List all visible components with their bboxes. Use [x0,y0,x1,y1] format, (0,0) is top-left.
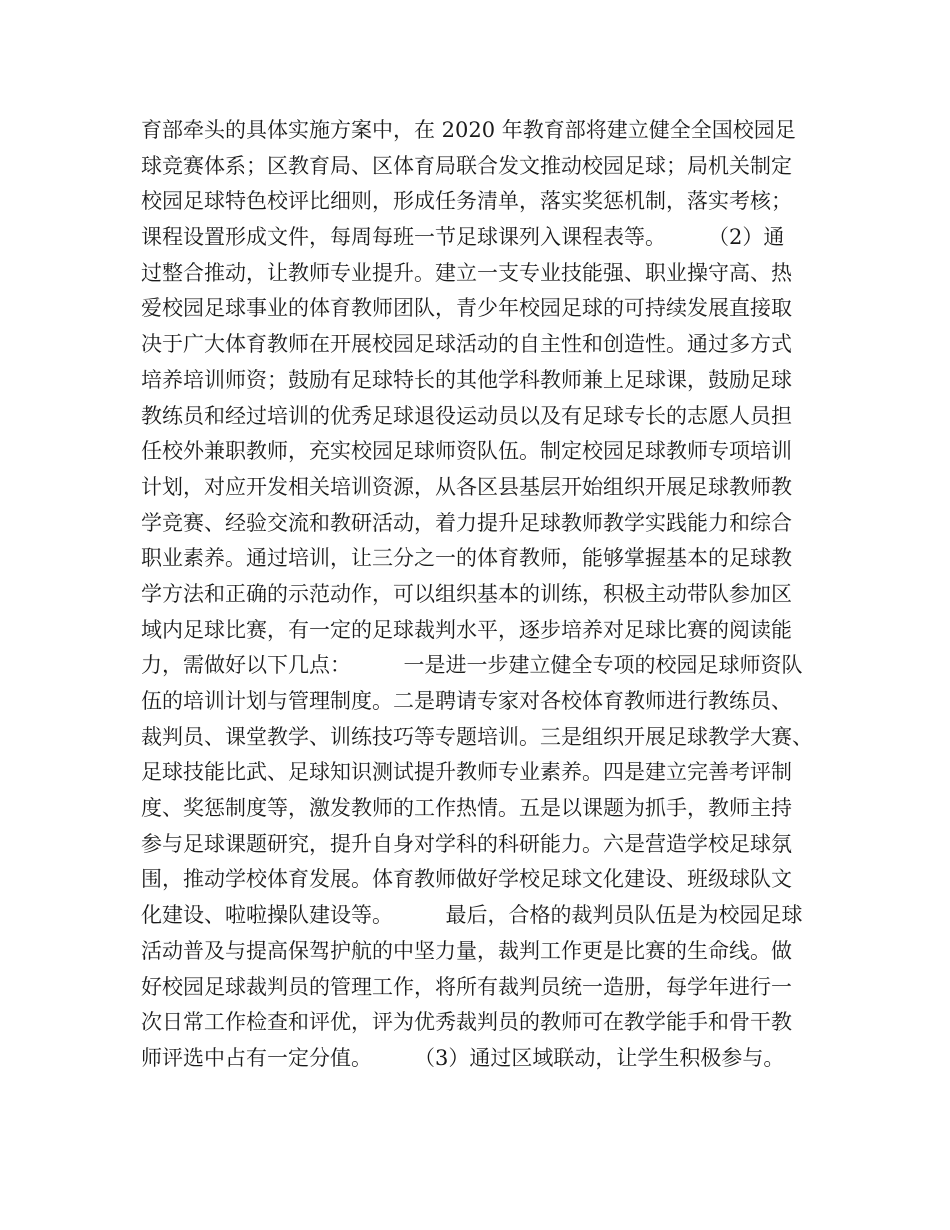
text-line: 培养培训师资；鼓励有足球特长的其他学科教师兼上足球课，鼓励足球 [141,367,792,392]
text-line: 好校园足球裁判员的管理工作，将所有裁判员统一造册，每学年进行一 [141,974,792,999]
text-line: 学方法和正确的示范动作，可以组织基本的训练，积极主动带队参加区 [141,581,792,606]
text-line: 度、奖惩制度等，激发教师的工作热情。五是以课题为抓手，教师主持 [141,796,792,821]
text-line: 任校外兼职教师，充实校园足球师资队伍。制定校园足球教师专项培训 [141,439,792,464]
text-line: 伍的培训计划与管理制度。二是聘请专家对各校体育教师进行教练员、 [141,689,792,713]
text-line: 学竞赛、经验交流和教研活动，着力提升足球教师教学实践能力和综合 [141,510,792,535]
text-line: 教练员和经过培训的优秀足球退役运动员以及有足球专长的志愿人员担 [141,403,792,428]
text-line: 计划，对应开发相关培训资源，从各区县基层开始组织开展足球教师教 [141,474,792,499]
text-line: 职业素养。通过培训，让三分之一的体育教师，能够掌握基本的足球教 [141,546,792,571]
text-line: 过整合推动，让教师专业提升。建立一支专业技能强、职业操守高、热 [141,260,792,285]
text-line: 师评选中占有一定分值。 （3）通过区域联动，让学生积极参与。 [141,1045,785,1070]
text-line: 力，需做好以下几点： 一是进一步建立健全专项的校园足球师资队 [141,653,803,678]
text-line: 次日常工作检查和评优，评为优秀裁判员的教师可在教学能手和骨干教 [141,1010,792,1035]
text-line: 爱校园足球事业的体育教师团队，青少年校园足球的可持续发展直接取 [141,296,792,321]
body-text [141,113,841,1077]
text-line: 化建设、啦啦操队建设等。 最后，合格的裁判员队伍是为校园足球 [141,903,803,928]
text-line: 育部牵头的具体实施方案中，在 2020 年教育部将建立健全全国校园足 [141,118,796,142]
text-line: 课程设置形成文件，每周每班一节足球课列入课程表等。 （2）通 [141,225,785,250]
text-line: 球竞赛体系；区教育局、区体育局联合发文推动校园足球；局机关制定 [141,153,792,178]
text-line: 校园足球特色校评比细则，形成任务清单，落实奖惩机制，落实考核； [141,189,792,214]
text-line: 参与足球课题研究，提升自身对学科的科研能力。六是营造学校足球氛 [141,831,792,856]
text-line: 裁判员、课堂教学、训练技巧等专题培训。三是组织开展足球教学大赛、 [141,724,813,749]
text-line: 决于广大体育教师在开展校园足球活动的自主性和创造性。通过多方式 [141,332,792,357]
text-line: 足球技能比武、足球知识测试提升教师专业素养。四是建立完善考评制 [141,760,792,785]
text-line: 域内足球比赛，有一定的足球裁判水平，逐步培养对足球比赛的阅读能 [141,617,792,642]
text-line: 活动普及与提高保驾护航的中坚力量，裁判工作更是比赛的生命线。做 [141,938,792,963]
text-line: 围，推动学校体育发展。体育教师做好学校足球文化建设、班级球队文 [141,867,792,892]
